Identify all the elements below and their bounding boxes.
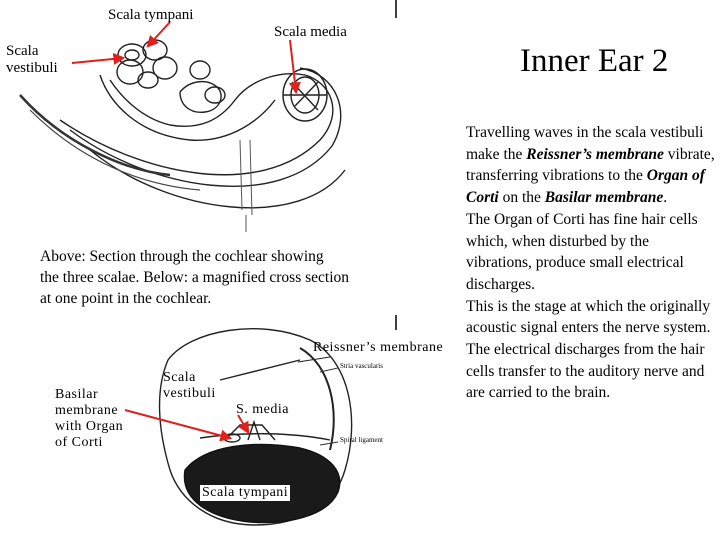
- reissner-pointer: [298, 357, 330, 362]
- label-scala-media-top: Scala media: [274, 24, 347, 40]
- label-stria-vascularis: Stria vascularis: [340, 362, 383, 370]
- paragraph-4: The electrical discharges from the hair cells transfer to the auditory nerve and are carried to the brain.: [466, 341, 705, 402]
- page-title: Inner Ear 2: [520, 43, 669, 79]
- label-scala-vestibuli-top: Scala vestibuli: [6, 43, 58, 76]
- label-scala-tympani-bottom: Scala tympani: [202, 485, 289, 500]
- label-spiral-ligament: Spiral ligament: [340, 436, 383, 444]
- top-annotations: [72, 22, 296, 92]
- label-basilar-membrane: Basilar membrane with Organ of Corti: [55, 387, 124, 450]
- label-scala-tympani-top: Scala tympani: [108, 7, 194, 23]
- body-text: [466, 122, 716, 404]
- cochlea-section-drawing: [20, 40, 345, 232]
- label-scala-vestibuli-bottom: Scala vestibuli: [163, 370, 216, 401]
- figure-caption: Above: Section through the cochlear showing the three scalae. Below: a magnified cross section at one point in the cochlear.: [40, 248, 350, 307]
- paragraph-3: This is the stage at which the originally acoustic signal enters the nerve system.: [466, 297, 711, 337]
- label-reissner: Reissner’s membrane: [313, 340, 444, 355]
- label-s-media: S. media: [236, 402, 289, 417]
- paragraph-2: The Organ of Corti has fine hair cells which, when disturbed by the vibrations, produce small electrical discharges.: [466, 210, 698, 293]
- paragraph-1: Travelling waves in the scala vestibuli make the Reissner’s membrane vibrate, transferring vibrations to the Organ of Corti on the Basilar membrane.: [466, 124, 715, 207]
